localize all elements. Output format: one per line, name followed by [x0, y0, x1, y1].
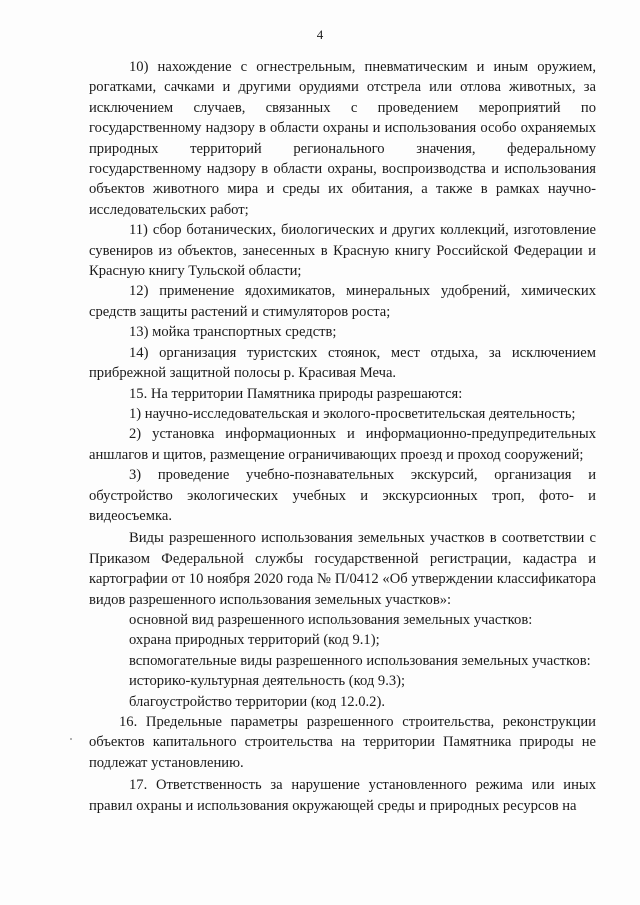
paragraph-land-use-types: Виды разрешенного использования земельных участков в соответствии с Приказом Федеральной службы государственной регистрации, кадастра и картографии от 10 ноября 2020 года № П/0412 «Об утверждении классификатора видов разрешенного использования земельных участков»: — [89, 530, 596, 608]
paragraph-section-16: 16. Предельные параметры разрешенного строительства, реконструкции объектов капитального строительства на территории Памятника природы не подлежат установлению. — [89, 714, 596, 771]
paragraph-auxiliary-code-1: историко-культурная деятельность (код 9.3); — [129, 673, 406, 690]
paragraph-item-13: 13) мойка транспортных средств; — [129, 324, 337, 341]
paragraph-permitted-2: 2) установка информационных и информационно-предупредительных аншлагов и щитов, размещение ограничивающих проезд и проход сооружений; — [89, 426, 596, 463]
paragraph-auxiliary-code-2: благоустройство территории (код 12.0.2). — [129, 693, 385, 710]
paragraph-permitted-1: 1) научно-исследовательская и эколого-просветительская деятельность; — [129, 405, 576, 422]
document-body — [89, 57, 596, 816]
paragraph-auxiliary-uses: вспомогательные виды разрешенного использования земельных участков: — [129, 652, 591, 669]
paragraph-section-15: 15. На территории Памятника природы разрешаются: — [129, 385, 463, 402]
paragraph-main-use-code: охрана природных территорий (код 9.1); — [129, 632, 380, 649]
paragraph-item-14: 14) организация туристских стоянок, мест отдыха, за исключением прибрежной защитной полосы р. Красивая Меча. — [89, 344, 596, 382]
scan-speck — [70, 738, 72, 740]
paragraph-section-17: 17. Ответственность за нарушение установленного режима или иных правил охраны и использования окружающей среды и природных ресурсов на — [89, 777, 596, 814]
paragraph-item-11: 11) сбор ботанических, биологических и других коллекций, изготовление сувениров из объектов, занесенных в Красную книгу Российской Федерации и Красную книгу Тульской области; — [89, 222, 596, 280]
paragraph-main-use: основной вид разрешенного использования земельных участков: — [129, 611, 533, 628]
page-number: 4 — [316, 27, 324, 42]
paragraph-item-10: 10) нахождение с огнестрельным, пневматическим и иным оружием, рогатками, сачками и другими орудиями отстрела или отлова животных, за исключением случаев, связанных с проведением мероприятий по государственному надзору в области охраны и использования особо охраняемых природных территорий регионального значения, федеральному государственному надзору в области охраны, воспроизводства и использования объектов животного мира и среды их обитания, а также в рамках научно-исследовательских работ; — [89, 59, 596, 218]
paragraph-permitted-3: 3) проведение учебно-познавательных экскурсий, организация и обустройство экологических учебных и экскурсионных троп, фото- и видеосъемка. — [89, 467, 596, 524]
paragraph-item-12: 12) применение ядохимикатов, минеральных удобрений, химических средств защиты растений и стимуляторов роста; — [89, 283, 596, 320]
